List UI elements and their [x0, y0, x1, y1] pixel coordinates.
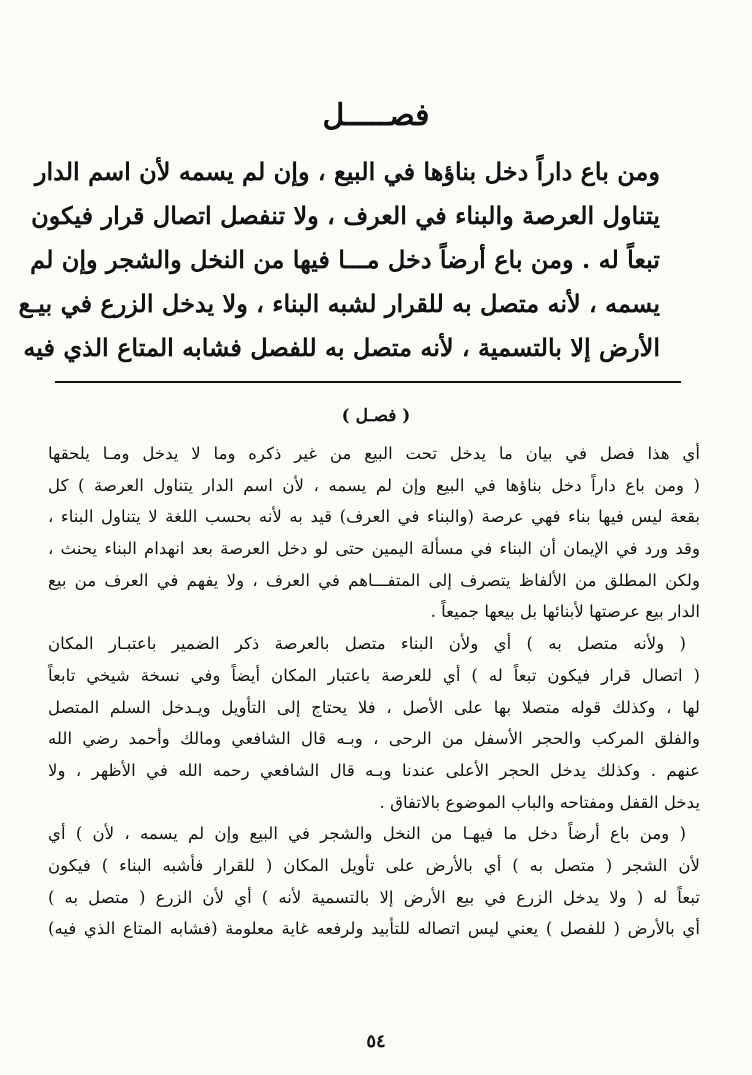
commentary-line: الدار بيع عرصتها لأبنائها بل بيعها جميعاً .: [430, 602, 700, 622]
commentary-line: لها ، وكذلك قوله متصلا بها على الأصل ، فلا يحتاج إلى التأويل ويـدخل السلم المتصل: [48, 697, 700, 717]
page-number: ٥٤: [366, 1031, 386, 1052]
main-line: الأرض إلا بالتسمية ، لأنه متصل به للفصل فشابه المتاع الذي فيه: [23, 333, 660, 362]
commentary-line: بقعة ليس فيها بناء فهي عرصة (والبناء في العرف) قيد به لأنه بحسب اللغة لا يتناول البناء ،: [48, 507, 700, 527]
commentary-line: وقد ورد في الإيمان أن البناء في مسألة اليمين حتى لو دخل العرصة بعد انهدام البناء يحنث ،: [48, 539, 700, 559]
commentary-text: [48, 438, 700, 945]
separator-line: [55, 381, 681, 383]
commentary-line: عنهم . وكذلك يدخل الحجر الأعلى عندنا وبـه قال الشافعي رحمه الله في الأظهر ، ولا: [48, 760, 700, 780]
chapter-heading: فصـــــل: [322, 98, 430, 133]
main-line: تبعاً له . ومن باع أرضاً دخل مـــا فيها من النخل والشجر وإن لم: [30, 245, 660, 274]
main-line: يسمه ، لأنه متصل به للقرار لشبه البناء ، ولا يدخل الزرع في بيـع: [18, 289, 660, 318]
commentary-line: لأن الشجر ( متصل به ) أي بالأرض على تأويل المكان ( للقرار فأشبه البناء ) فيكون: [48, 855, 700, 875]
commentary-line: ( اتصال قرار فيكون تبعاً له ) أي للعرصة باعتبار المكان أيضاً وفي نسخة شيخي تابعاً: [48, 665, 700, 685]
commentary-line: ( ولأنه متصل به ) أي ولأن البناء متصل بالعرصة ذكر الضمير باعتبـار المكان: [48, 634, 686, 654]
commentary-heading: ( فصـل ): [341, 406, 411, 426]
commentary-line: ( ومن باع أرضاً دخل ما فيهـا من النخل والشجر في البيع وإن لم يسمه ، لأن ) أي: [48, 824, 686, 844]
commentary-line: والفلق المركب والحجر الأسفل من الرحى ، وبـه قال الشافعي ومالك وأحمد رضي الله: [48, 729, 700, 749]
commentary-line: ( ومن باع داراً دخل بناؤها في البيع وإن لم يسمه ، لأن اسم الدار يتناول العرصة ) كل: [48, 475, 700, 495]
commentary-line: أي بالأرض ( للفصل ) يعني ليس اتصاله للتأبيد ولرفعه غاية معلومة (فشابه المتاع الذي فيه): [48, 919, 700, 939]
commentary-line: يدخل القفل ومفتاحه والباب الموضوع بالاتفاق .: [379, 792, 700, 812]
main-line: يتناول العرصة والبناء في العرف ، ولا تنفصل اتصال قرار فيكون: [31, 201, 660, 230]
commentary-line: ولكن المطلق من الألفاظ يتصرف إلى المتفـــاهم في العرف ، ولا يفهم في العرف من بيع: [48, 570, 700, 590]
main-line: ومن باع داراً دخل بناؤها في البيع ، وإن لم يسمه لأن اسم الدار: [34, 157, 660, 186]
commentary-line: تبعاً له ( ولا يدخل الزرع في بيع الأرض إلا بالتسمية لأنه ) أي لأن الزرع ( متصل به ): [48, 887, 700, 907]
main-text: [18, 150, 660, 370]
commentary-line: أي هذا فصل في بيان ما يدخل تحت البيع من غير ذكره وما لا يدخل ومـا يلحقها: [48, 444, 700, 463]
